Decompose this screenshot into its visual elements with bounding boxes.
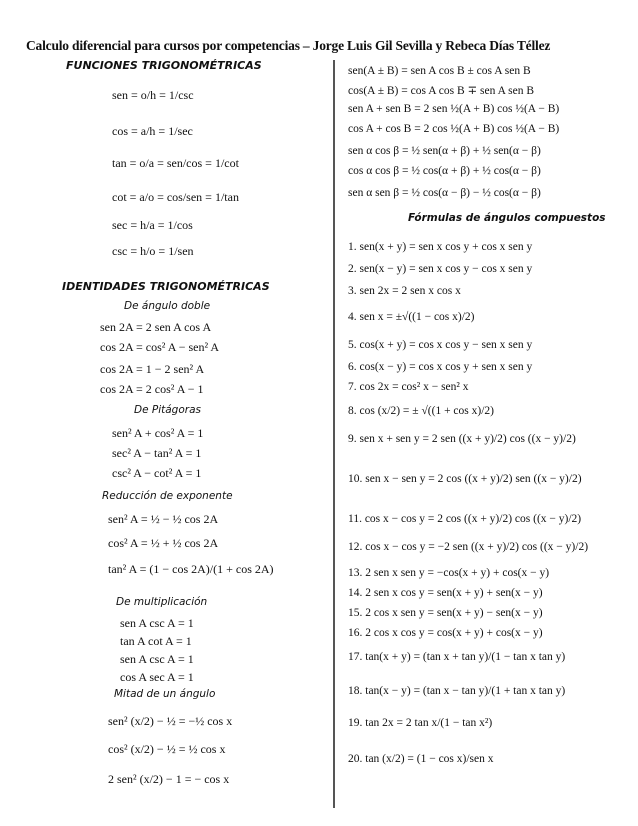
pitagoras-title: De Pitágoras: [134, 404, 201, 416]
pitagoras-formula: csc² A − cot² A = 1: [112, 466, 202, 480]
multiplicacion-title: De multiplicación: [116, 596, 208, 608]
identidades-title: IDENTIDADES TRIGONOMÉTRICAS: [62, 280, 270, 293]
compuesto-formula: 7. cos 2x = cos² x − sen² x: [348, 381, 469, 393]
identity-formula: sen α cos β = ½ sen(α + β) + ½ sen(α − β): [348, 145, 541, 157]
funcion-formula: cot = a/o = cos/sen = 1/tan: [112, 190, 239, 204]
funciones-title: FUNCIONES TRIGONOMÉTRICAS: [66, 59, 262, 72]
compuesto-formula: 17. tan(x + y) = (tan x + tan y)/(1 − tan x tan y): [348, 651, 566, 663]
mitad-formula: 2 sen² (x/2) − 1 = − cos x: [108, 772, 230, 786]
multiplicacion-formula: sen A csc A = 1: [120, 652, 194, 666]
compuesto-formula: 6. cos(x − y) = cos x cos y + sen x sen y: [348, 361, 533, 373]
compuesto-formula: 10. sen x − sen y = 2 cos ((x + y)/2) sen ((x − y)/2): [348, 473, 582, 485]
compuesto-formula: 4. sen x = ±√((1 − cos x)/2): [348, 311, 475, 323]
doble-formula: cos 2A = 2 cos² A − 1: [100, 382, 204, 396]
identity-formula: sen(A ± B) = sen A cos B ± cos A sen B: [348, 65, 531, 77]
compuesto-formula: 1. sen(x + y) = sen x cos y + cos x sen y: [348, 241, 533, 253]
funcion-formula: csc = h/o = 1/sen: [112, 244, 194, 258]
compuesto-formula: 18. tan(x − y) = (tan x − tan y)/(1 + tan x tan y): [348, 685, 566, 697]
funcion-formula: sen = o/h = 1/csc: [112, 88, 194, 102]
compuesto-formula: 19. tan 2x = 2 tan x/(1 − tan x²): [348, 717, 493, 729]
compuesto-formula: 5. cos(x + y) = cos x cos y − sen x sen y: [348, 339, 533, 351]
doble-formula: sen 2A = 2 sen A cos A: [100, 320, 212, 334]
pitagoras-formula: sec² A − tan² A = 1: [112, 446, 202, 460]
compuestos-title: Fórmulas de ángulos compuestos: [408, 212, 606, 224]
multiplicacion-formula: tan A cot A = 1: [120, 634, 192, 648]
funcion-formula: sec = h/a = 1/cos: [112, 218, 193, 232]
document-header: Calculo diferencial para cursos por competencias – Jorge Luis Gil Sevilla y Rebeca Días Téllez: [26, 38, 551, 53]
compuesto-formula: 20. tan (x/2) = (1 − cos x)/sen x: [348, 753, 494, 765]
mitad-formula: sen² (x/2) − ½ = −½ cos x: [108, 714, 233, 728]
doble-formula: cos 2A = 1 − 2 sen² A: [100, 362, 205, 376]
identity-formula: cos α cos β = ½ cos(α + β) + ½ cos(α − β): [348, 165, 541, 177]
identity-formula: sen A + sen B = 2 sen ½(A + B) cos ½(A − B): [348, 103, 560, 115]
compuesto-formula: 15. 2 cos x sen y = sen(x + y) − sen(x − y): [348, 607, 543, 619]
doble-formula: cos 2A = cos² A − sen² A: [100, 340, 220, 354]
reduccion-formula: sen² A = ½ − ½ cos 2A: [108, 512, 219, 526]
multiplicacion-formula: sen A csc A = 1: [120, 616, 194, 630]
compuesto-formula: 11. cos x − cos y = 2 cos ((x + y)/2) cos ((x − y)/2): [348, 513, 582, 525]
funcion-formula: tan = o/a = sen/cos = 1/cot: [112, 156, 239, 170]
doble-title: De ángulo doble: [124, 300, 211, 312]
reduccion-formula: tan² A = (1 − cos 2A)/(1 + cos 2A): [108, 562, 274, 576]
multiplicacion-formula: cos A sec A = 1: [120, 670, 194, 684]
mitad-title: Mitad de un ángulo: [114, 688, 216, 700]
compuesto-formula: 3. sen 2x = 2 sen x cos x: [348, 285, 461, 297]
reduccion-title: Reducción de exponente: [102, 490, 233, 502]
pitagoras-formula: sen² A + cos² A = 1: [112, 426, 204, 440]
reduccion-formula: cos² A = ½ + ½ cos 2A: [108, 536, 219, 550]
identity-formula: cos(A ± B) = cos A cos B ∓ sen A sen B: [348, 85, 534, 97]
compuesto-formula: 9. sen x + sen y = 2 sen ((x + y)/2) cos ((x − y)/2): [348, 433, 576, 445]
compuesto-formula: 16. 2 cos x cos y = cos(x + y) + cos(x − y): [348, 627, 543, 639]
compuesto-formula: 14. 2 sen x cos y = sen(x + y) + sen(x − y): [348, 587, 543, 599]
compuesto-formula: 12. cos x − cos y = −2 sen ((x + y)/2) cos ((x − y)/2): [348, 541, 589, 553]
compuesto-formula: 2. sen(x − y) = sen x cos y − cos x sen y: [348, 263, 533, 275]
mitad-formula: cos² (x/2) − ½ = ½ cos x: [108, 742, 226, 756]
column-divider: [333, 60, 335, 808]
compuesto-formula: 8. cos (x/2) = ± √((1 + cos x)/2): [348, 405, 494, 417]
compuesto-formula: 13. 2 sen x sen y = −cos(x + y) + cos(x − y): [348, 567, 550, 579]
funcion-formula: cos = a/h = 1/sec: [112, 124, 193, 138]
identity-formula: cos A + cos B = 2 cos ½(A + B) cos ½(A − B): [348, 123, 560, 135]
identity-formula: sen α sen β = ½ cos(α − β) − ½ cos(α − β): [348, 187, 541, 199]
